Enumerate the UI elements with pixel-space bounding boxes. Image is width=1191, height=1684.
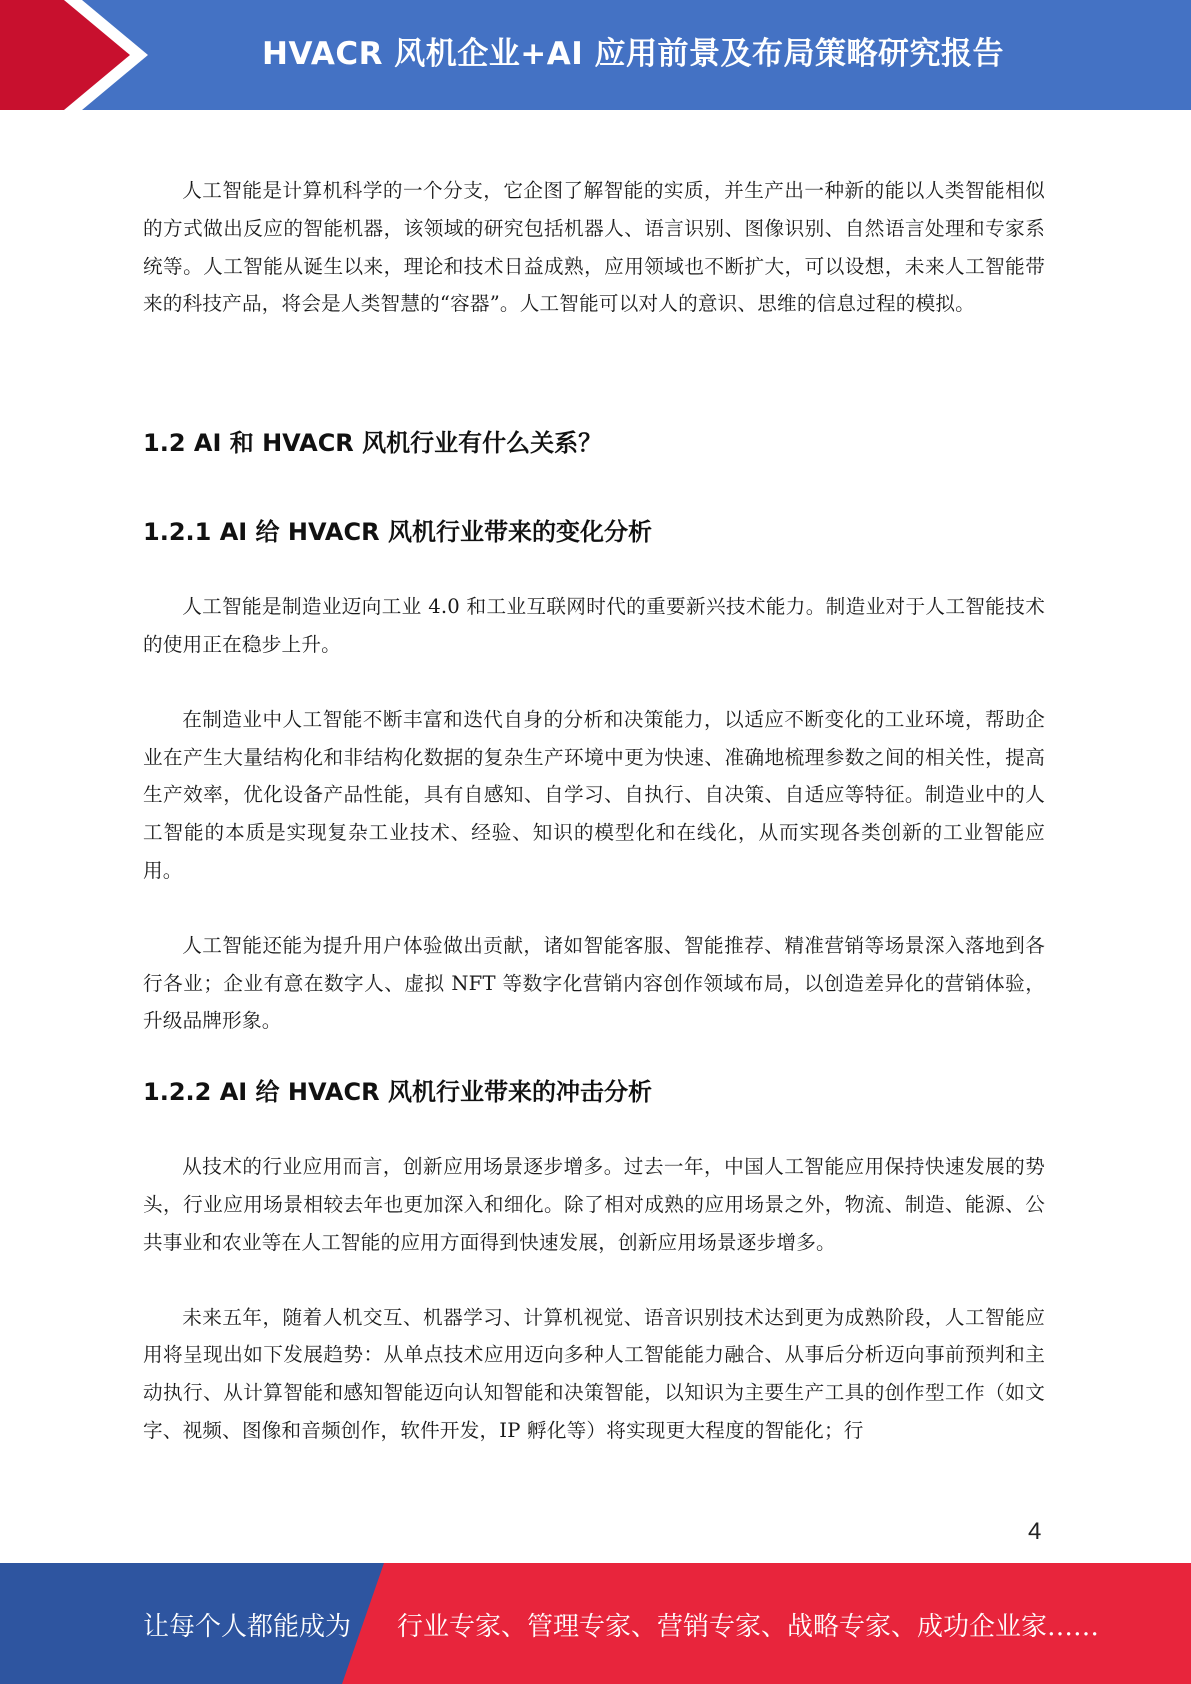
intro-paragraph: 人工智能是计算机科学的一个分支，它企图了解智能的实质，并生产出一种新的能以人类智能相似的方式做出反应的智能机器，该领域的研究包括机器人、语言识别、图像识别、自然语言处理和专家系统等。人工智能从诞生以来，理论和技术日益成熟，应用领域也不断扩大，可以设想，未来人工智能带来的科技产品，将会是人类智慧的“容器”。人工智能可以对人的意识、思维的信息过程的模拟。 [143,179,1045,316]
page-body [143,172,1045,1450]
footer-banner [0,1563,1191,1684]
header-banner [0,0,1191,110]
report-title: HVACR 风机企业+AI 应用前景及布局策略研究报告 [262,36,1005,72]
paragraph: 从技术的行业应用而言，创新应用场景逐步增多。过去一年，中国人工智能应用保持快速发展的势头，行业应用场景相较去年也更加深入和细化。除了相对成熟的应用场景之外，物流、制造、能源、公共事业和农业等在人工智能的应用方面得到快速发展，创新应用场景逐步增多。 [143,1155,1045,1254]
paragraph: 人工智能还能为提升用户体验做出贡献，诸如智能客服、智能推荐、精准营销等场景深入落地到各行各业；企业有意在数字人、虚拟 NFT 等数字化营销内容创作领域布局，以创造差异化的营销体验，升级品牌形象。 [143,933,1045,1033]
section-heading-1-2-2: 1.2.2 AI 给 HVACR 风机行业带来的冲击分析 [143,1078,652,1107]
section-heading-1-2: 1.2 AI 和 HVACR 风机行业有什么关系？ [143,429,603,458]
paragraph: 人工智能是制造业迈向工业 4.0 和工业互联网时代的重要新兴技术能力。制造业对于人工智能技术的使用正在稳步上升。 [143,595,1045,656]
page-number: 4 [1028,1518,1042,1545]
section-heading-1-2-1: 1.2.1 AI 给 HVACR 风机行业带来的变化分析 [143,518,652,547]
paragraph: 未来五年，随着人机交互、机器学习、计算机视觉、语音识别技术达到更为成熟阶段，人工智能应用将呈现出如下发展趋势：从单点技术应用迈向多种人工智能能力融合、从事后分析迈向事前预判和主动执行、从计算智能和感知智能迈向认知智能和决策智能，以知识为主要生产工具的创作型工作（如文字、视频、图像和音频创作，软件开发，IP 孵化等）将实现更大程度的智能化；行 [143,1305,1045,1442]
footer-slogan-right: 行业专家、管理专家、营销专家、战略专家、成功企业家…… [397,1612,1100,1642]
paragraph: 在制造业中人工智能不断丰富和迭代自身的分析和决策能力，以适应不断变化的工业环境，帮助企业在产生大量结构化和非结构化数据的复杂生产环境中更为快速、准确地梳理参数之间的相关性，提高生产效率，优化设备产品性能，具有自感知、自学习、自执行、自决策、自适应等特征。制造业中的人工智能的本质是实现复杂工业技术、经验、知识的模型化和在线化，从而实现各类创新的工业智能应用。 [143,707,1045,882]
footer-slogan-left: 让每个人都能成为 [143,1612,352,1642]
